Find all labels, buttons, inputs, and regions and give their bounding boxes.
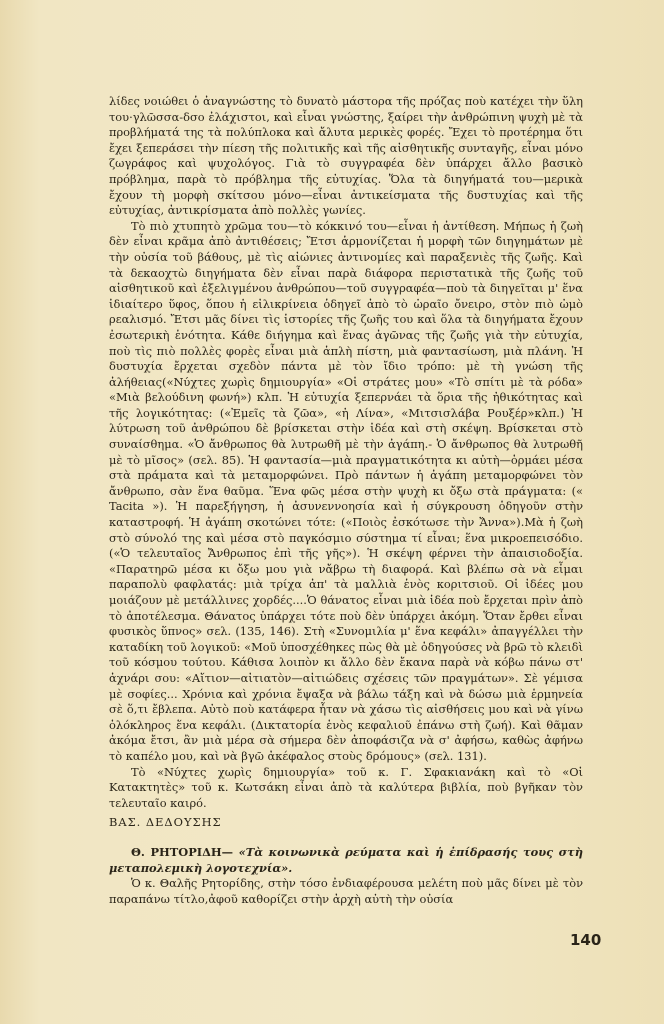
page-number: 140 xyxy=(570,931,602,949)
paragraph: Τὸ πιὸ χτυπητὸ χρῶμα του—τὸ κόκκινό του—εἶναι ἡ ἀντίθεση. Μήπως ἡ ζωὴ δὲν εἶναι κρᾶμα ἀπὸ ἀντιθέσεις; Ἔτσι ἁρμονίζεται ἡ μορφὴ τῶν διηγημάτων μὲ τὴν οὐσία τοῦ βάθους, μὲ τὶς αἰώνιες ἀντινομίες καὶ παραξενιὲς τῆς ζωῆς. Καὶ τὰ δεκαοχτὼ διηγήματα δὲν εἶναι παρὰ διάφορα περιστατικὰ τῆς ζωῆς τοῦ αἰσθητικοῦ καὶ ἐξελιγμένου ἀνθρώπου—τοῦ συγγραφέα—ποὺ τὰ διηγεῖται μ' ἕνα ἰδιαίτερο ὕφος, ὅπου ἡ εἰλικρίνεια ὁδηγεῖ ἀπὸ τὸ ὡραῖο ὄνειρο, στὸν πιὸ ὠμὸ ρεαλισμό. Ἔτσι μᾶς δίνει τὶς ἱστορίες τῆς ζωῆς του καὶ ὅλα τὰ διηγήματα ἔχουν ἐσωτερικὴ ἑνότητα. Κάθε διήγημα καὶ ἕνας ἀγῶνας τῆς ζωῆς γιὰ τὴν εὐτυχία, ποὺ τὶς πιὸ πολλὲς φορὲς εἶναι μιὰ ἁπλὴ πίστη, μιὰ φαντασίωση, μιὰ πλάνη. Ἡ δυστυχία ἔρχεται σχεδὸν πάντα μὲ τὸν ἴδιο τρόπο: μὲ τὴ γνώση τῆς ἀλήθειας(«Νύχτες χωρὶς δημιουργία» «Οἱ στράτες μου» «Τὸ σπίτι μὲ τὰ ρόδα» «Μιὰ βελούδινη φωνή») κλπ. Ἡ εὐτυχία ξεπερνάει τὰ ὅρια τῆς ἠθικότητας καὶ τῆς λογικότητας: («Ἐμεῖς τὰ ζῶα», «ἡ Λίνα», «Μιτσισλάβα Ρουξέρ»κλπ.) Ἡ λύτρωση τοῦ ἀνθρώπου δὲ βρίσκεται στὴν ἰδέα καὶ στὴ σκέψη. Βρίσκεται στὸ συναίσθημα. «Ὁ ἄνθρωπος θὰ λυτρωθῆ μὲ τὴν ἀγάπη.- Ὁ ἄνθρωπος θὰ λυτρωθῆ μὲ τὸ μῖσος» (σελ. 85). Ἡ φαντασία—μιὰ πραγματικότητα κι αὐτὴ—ὁρμάει μέσα στὰ πράματα καὶ τὰ μεταμορφώνει. Πρὸ πάντων ἡ ἀγάπη μεταμορφώνει τὸν ἄνθρωπο, σὰν ἕνα θαῦμα. Ἕνα φῶς μέσα στὴν ψυχὴ κι ὄξω στὰ πράγματα: (« Tacita »). Ἡ παρεξήγηση, ἡ ἀσυνεννοησία καὶ ἡ σύγκρουση ὁδηγοῦν στὴν καταστροφή. Ἡ ἀγάπη σκοτώνει τότε: («Ποιὸς ἐσκότωσε τὴν Ἄννα»).Μὰ ἡ ζωὴ στὸ σύνολό της καὶ μέσα στὸ παγκόσμιο σύστημα τί εἶναι; ἕνα μικροεπεισόδιο. («Ὁ τελευταῖος Ἄνθρωπος ἐπὶ τῆς γῆς»). Ἡ σκέψη φέρνει τὴν ἀπαισιοδοξία. «Παρατηρῶ μέσα κι ὄξω μου γιὰ νἄβρω τὴ διαφορά. Καὶ βλέπω σὰ νὰ εἶμαι παραπολὺ φαφλατάς: μιὰ τρίχα ἀπ' τὰ μαλλιὰ ἑνὸς κοριτσιοῦ. Οἱ ἰδέες μου μοιάζουν μὲ μετάλλινες χορδές....Ὁ θάνατος εἶναι μιὰ ἰδέα ποὺ ἔρχεται πρὶν ἀπὸ τὸ ἀποτέλεσμα. Θάνατος ὑπάρχει τότε ποὺ δὲν ὑπάρχει ἀκόμη. Ὅταν ἔρθει εἶναι φυσικὸς ὕπνος» σελ. (135, 146). Στὴ «Συνομιλία μ' ἕνα κεφάλι» ἀπαγγέλλει τὴν καταδίκη τοῦ λογικοῦ: «Μοῦ ὑποσχέθηκες πὼς θὰ μὲ ὁδηγούσες νὰ βρῶ τὸ κλειδὶ τοῦ κόσμου τούτου. Κάθισα λοιπὸν κι ἄλλο δὲν ἔκανα παρὰ νὰ κόβω πάνω στ' ἀχνάρι σου: «Αἴτιον—αἰτιατὸν—αἰτιώδεις σχέσεις τῶν πραγμάτων». Σὲ γέμισα μὲ σοφίες... Χρόνια καὶ χρόνια ἔψαξα νὰ βάλω τάξη καὶ νὰ δώσω μιὰ ἑρμηνεία σὲ ὅ,τι ἔβλεπα. Αὐτὸ ποὺ κατάφερα ἦταν νὰ χάσω τὶς αἰσθήσεις μου καὶ νὰ γίνω ὁλόκληρος ἕνα κεφάλι. (Δικτατορία ἑνὸς κεφαλιοῦ ἐπάνω στὴ ζωή). Καὶ θᾶμαν ἀκόμα ἔτσι, ἂν μιὰ μέρα σὰ σήμερα δὲν ἀποφάσιζα νὰ σ' ἀφήσω, καθὼς ἀφήνω τὸ καπέλο μου, καὶ νὰ βγῶ ἀκέφαλος στοὺς δρόμους» (σελ. 131). xyxy=(109,218,583,763)
review-book-title: «Τὰ κοινωνικὰ ρεύματα καὶ ἡ ἐπίδρασής τους στὴ μεταπολεμικὴ λογοτεχνία». xyxy=(109,844,583,875)
paragraph: Τὸ «Νύχτες χωρὶς δημιουργία» τοῦ κ. Γ. Σφακιανάκη καὶ τὸ «Οἱ Κατακτητὲς» τοῦ κ. Κωτσάκη εἶναι ἀπὸ τὰ καλύτερα βιβλία, ποὺ βγῆκαν τὸν τελευταῖο καιρό. xyxy=(109,764,583,810)
reviewer-signature: ΒΑΣ. ΔΕΔΟΥΣΗΣ xyxy=(109,815,222,830)
paragraph: Ὁ κ. Θαλῆς Ρητορίδης, στὴν τόσο ἐνδιαφέρουσα μελέτη ποὺ μᾶς δίνει μὲ τὸν παραπάνω τίτλο,ἀφοῦ καθορίζει στὴν ἀρχὴ αὐτὴ τὴν οὐσία xyxy=(109,876,583,906)
text-column xyxy=(109,94,583,907)
paragraph: λίδες νοιώθει ὁ ἀναγνώστης τὸ δυνατὸ μάστορα τῆς πρόζας ποὺ κατέχει τὴν ὕλη του·γλῶσσα-δσο ἐλάχιστοι, καὶ εἶναι γνώστης, ξαίρει τὴν ἀνθρώπινη ψυχὴ μὲ τὰ προβλήματά της τὰ πολύπλοκα καὶ ἄλυτα μερικὲς φορές. Ἔχει τὸ προτέρημα ὅτι ἔχει ξεπεράσει τὴν πίεση τῆς πολιτικῆς καὶ τῆς αἰσθητικῆς συνταγῆς, εἶναι μόνο ζωγράφος καὶ ψυχολόγος. Γιὰ τὸ συγγραφέα δὲν ὑπάρχει ἄλλο βασικὸ πρόβλημα, παρὰ τὸ πρόβλημα τῆς εὐτυχίας. Ὅλα τὰ διηγήματά του—μερικὰ ἔχουν τὴ μορφὴ σκίτσου μόνο—εἶναι ἀντικείσματα τῆς δυστυχίας καὶ τῆς εὐτυχίας, ἀντικρίσματα ἀπὸ πολλὲς γωνίες. xyxy=(109,94,583,218)
review-heading xyxy=(109,845,583,876)
review-author: Θ. ΡΗΤΟΡΙΔΗ— xyxy=(131,844,234,859)
